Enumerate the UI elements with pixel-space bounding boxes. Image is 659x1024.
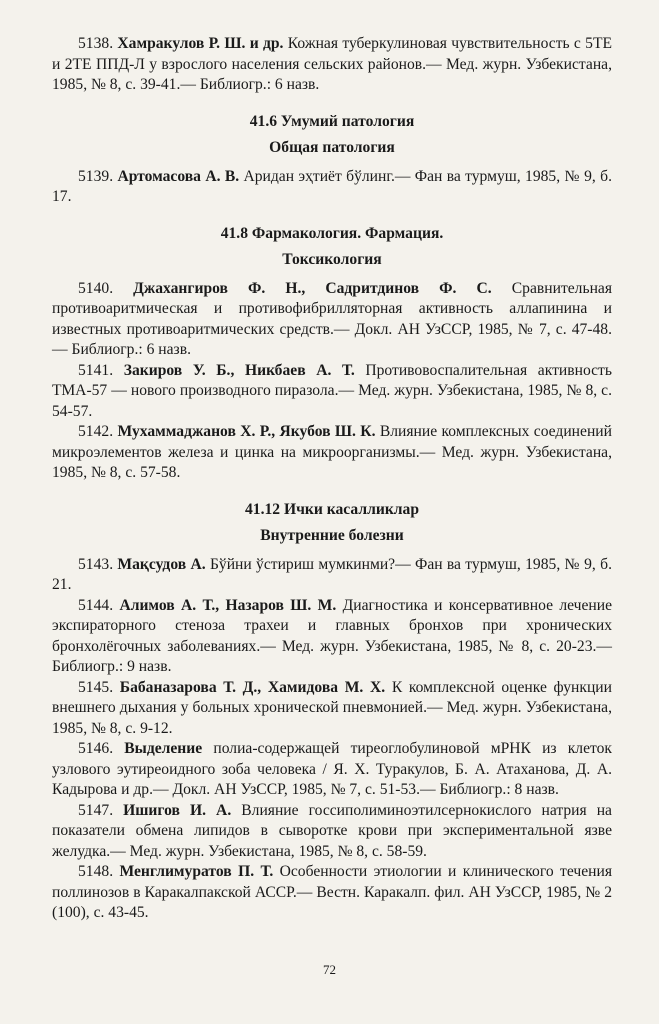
bib-entry-5142: 5142. Мухаммаджанов Х. Р., Якубов Ш. К. Влияние комплексных соединений микроэлементов железа и цинка на микроорганизмы.— Мед. журн. Узбекистана, 1985, № 8, с. 57-58. <box>52 423 612 481</box>
bib-entry-5143: 5143. Мақсудов А. Бўйни ўстириш мумкинми?— Фан ва турмуш, 1985, № 9, б. 21. <box>52 555 612 593</box>
bib-entry-5148: 5148. Менглимуратов П. Т. Особенности этиологии и клинического течения поллинозов в Каракалпакской АССР.— Вестн. Каракалп. фил. АН УзССР, 1985, № 2 (100), с. 43-45. <box>52 863 612 921</box>
bib-entry-5146: 5146. Выделение полиа-содержащей тиреоглобулиновой мРНК из клеток узлового эутиреоидного зоба человека / Я. Х. Туракулов, Б. А. Атаханова, Д. А. Кадырова и др.— Докл. АН УзССР, 1985, № 7, с. 51-53.— Библиогр.: 8 назв. <box>52 740 612 798</box>
entry-author: Ишигов И. А. <box>123 801 232 819</box>
page-number: 72 <box>323 962 336 977</box>
entry-author: Бабаназарова Т. Д., Хамидова М. Х. <box>119 678 386 696</box>
entry-author: Выделение <box>124 740 203 757</box>
section-heading: 41.6 Умумий патология <box>249 112 415 130</box>
entry-author: Хамракулов Р. Ш. и др. <box>117 35 284 52</box>
entry-author: Джахангиров Ф. Н., Садритдинов Ф. С. <box>133 279 492 297</box>
entry-text: Особенности этиологии и клинического течения поллинозов в Каракалпакской АССР.— Вестн. Каракалп. фил. АН УзССР, 1985, № 2 (100), с. 43-45. <box>52 863 612 921</box>
entry-author: Артомасова А. В. <box>117 167 240 185</box>
bib-entry-5138: 5138. Хамракулов Р. Ш. и др. Кожная туберкулиновая чувствительность с 5ТЕ и 2ТЕ ППД-Л у взрослого населения сельских районов.— Мед. журн. Узбекистана, 1985, № 8, с. 39-41.— Библиогр.: 6 назв. <box>52 35 613 93</box>
section-heading: 41.8 Фармакология. Фармация. <box>220 224 444 242</box>
bib-entry-5140: 5140. Джахангиров Ф. Н., Садритдинов Ф. С. Сравнительная противоаритмическая и противофибрилляторная активность аллапинина и известных противоаритмических средств.— Докл. АН УзССР, 1985, № 7, с. 47-48.— Библиогр.: 6 назв. <box>52 279 613 358</box>
entry-text: Кожная туберкулиновая чувствительность с 5ТЕ и 2ТЕ ППД-Л у взрослого населения сельских районов.— Мед. журн. Узбекистана, 1985, № 8, с. 39-41.— Библиогр.: 6 назв. <box>52 35 613 93</box>
entry-text: Противовоспалительная активность ТМА-57 — нового производного пиразола.— Мед. журн. Узбекистана, 1985, № 8, с. 54-57. <box>52 361 612 420</box>
entry-author: Мақсудов А. <box>117 555 206 573</box>
document-page <box>52 34 612 924</box>
entry-text: Влияние госсиполиминоэтилсернокислого натрия на показатели обмена липидов в сыворотке крови при экспериментальной язве желудка.— Мед. журн. Узбекистана, 1985, № 8, с. 58-59. <box>52 801 612 860</box>
section-subheading: Общая патология <box>269 139 395 156</box>
entry-text: Аридан эҳтиёт бўлинг.— Фан ва турмуш, 1985, № 9, б. 17. <box>52 167 612 205</box>
entry-text: Сравнительная противоаритмическая и противофибрилляторная активность аллапинина и известных противоаритмических средств.— Докл. АН УзССР, 1985, № 7, с. 47-48.— Библиогр.: 6 назв. <box>52 279 613 358</box>
entry-text: Бўйни ўстириш мумкинми?— Фан ва турмуш, 1985, № 9, б. 21. <box>52 555 612 593</box>
entry-text: К комплексной оценке функции внешнего дыхания у больных хронической пневмонией.— Мед. журн. Узбекистана, 1985, № 8, с. 9-12. <box>52 678 612 737</box>
section-subheading: Токсикология <box>282 251 382 268</box>
bib-entry-5145: 5145. Бабаназарова Т. Д., Хамидова М. Х. К комплексной оценке функции внешнего дыхания у больных хронической пневмонией.— Мед. журн. Узбекистана, 1985, № 8, с. 9-12. <box>52 678 612 737</box>
bib-entry-5147: 5147. Ишигов И. А. Влияние госсиполиминоэтилсернокислого натрия на показатели обмена липидов в сыворотке крови при экспериментальной язве желудка.— Мед. журн. Узбекистана, 1985, № 8, с. 58-59. <box>52 801 612 860</box>
entry-author: Закиров У. Б., Никбаев А. Т. <box>123 361 355 379</box>
entry-author: Менглимуратов П. Т. <box>119 863 274 880</box>
bib-entry-5139: 5139. Артомасова А. В. Аридан эҳтиёт бўлинг.— Фан ва турмуш, 1985, № 9, б. 17. <box>52 167 612 205</box>
entry-author: Алимов А. Т., Назаров Ш. М. <box>119 596 337 614</box>
entry-text: полиа-содержащей тиреоглобулиновой мРНК из клеток узлового эутиреоидного зоба человека / Я. Х. Туракулов, Б. А. Атаханова, Д. А. Кадырова и др.— Докл. АН УзССР, 1985, № 7, с. 51-53.— Библиогр.: 8 назв. <box>52 740 612 798</box>
entry-text: Влияние комплексных соединений микроэлементов железа и цинка на микроорганизмы.— Мед. журн. Узбекистана, 1985, № 8, с. 57-58. <box>52 423 612 481</box>
bib-entry-5144: 5144. Алимов А. Т., Назаров Ш. М. Диагностика и консервативное лечение экспираторного стеноза трахеи и главных бронхов при хронических бронхолёгочных заболеваниях.— Мед. журн. Узбекистана, 1985, № 8, с. 20-23.— Библиогр.: 9 назв. <box>52 596 613 675</box>
section-heading: 41.12 Ички касалликлар <box>244 500 420 518</box>
entry-text: Диагностика и консервативное лечение экспираторного стеноза трахеи и главных бронхов при хронических бронхолёгочных заболеваниях.— Мед. журн. Узбекистана, 1985, № 8, с. 20-23.— Библиогр.: 9 назв. <box>52 596 613 675</box>
bib-entry-5141: 5141. Закиров У. Б., Никбаев А. Т. Противовоспалительная активность ТМА-57 — нового производного пиразола.— Мед. журн. Узбекистана, 1985, № 8, с. 54-57. <box>52 361 612 420</box>
entry-author: Мухаммаджанов Х. Р., Якубов Ш. К. <box>117 423 376 440</box>
section-subheading: Внутренние болезни <box>260 527 404 544</box>
